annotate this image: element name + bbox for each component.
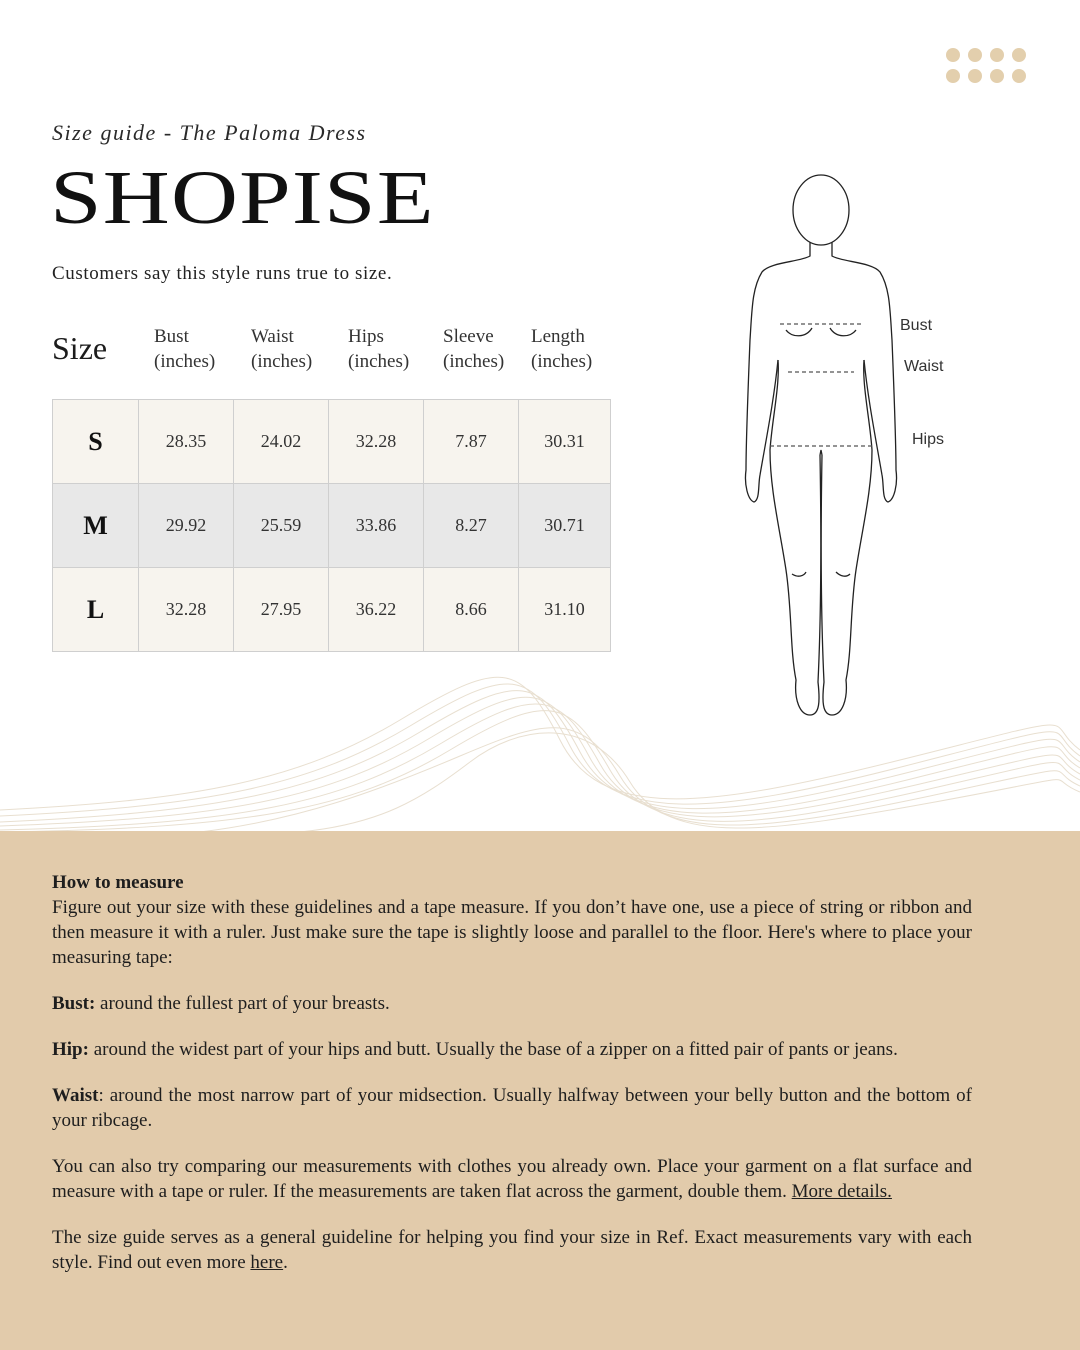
table-cell: 28.35	[139, 400, 234, 484]
table-cell: 32.28	[139, 568, 234, 652]
guide-hip: Hip: around the widest part of your hips and butt. Usually the base of a zipper on a fitted pair of pants or jeans.	[52, 1039, 898, 1060]
fit-note: Customers say this style runs true to size.	[52, 263, 393, 284]
table-cell: 29.92	[139, 484, 234, 568]
table-cell: 24.02	[234, 400, 329, 484]
table-row	[53, 484, 611, 568]
table-cell: 30.71	[519, 484, 611, 568]
table-cell: 7.87	[424, 400, 519, 484]
table-cell: 32.28	[329, 400, 424, 484]
size-table	[52, 399, 611, 652]
page-subtitle: Size guide - The Paloma Dress	[52, 120, 367, 145]
guide-waist: Waist: around the most narrow part of your midsection. Usually halfway between your belly button and the bottom of your ribcage.	[52, 1085, 972, 1131]
guide-heading: How to measure	[52, 872, 184, 893]
column-header-hips: Hips (inches)	[348, 326, 410, 372]
table-cell: 36.22	[329, 568, 424, 652]
here-link[interactable]: here	[250, 1252, 284, 1273]
table-cell: 31.10	[519, 568, 611, 652]
table-cell: 33.86	[329, 484, 424, 568]
table-cell: 25.59	[234, 484, 329, 568]
table-row	[53, 400, 611, 484]
size-cell: S	[53, 400, 139, 484]
size-cell: M	[53, 484, 139, 568]
guide-bust: Bust: around the fullest part of your breasts.	[52, 993, 390, 1014]
more-details-link[interactable]: More details.	[791, 1181, 892, 1202]
table-cell: 8.66	[424, 568, 519, 652]
column-header-length: Length (inches)	[531, 326, 593, 372]
table-cell: 30.31	[519, 400, 611, 484]
grid-dots-icon[interactable]	[946, 48, 1026, 84]
size-cell: L	[53, 568, 139, 652]
guide-intro: Figure out your size with these guidelines and a tape measure. If you don’t have one, use a piece of string or ribbon and then measure it with a ruler. Just make sure the tape is slightly loose and parallel to the floor. Here's where to place your measuring tape:	[52, 897, 972, 968]
figure-label-bust: Bust	[900, 317, 933, 334]
table-row	[53, 568, 611, 652]
table-cell: 27.95	[234, 568, 329, 652]
body-measurement-figure	[730, 170, 970, 734]
size-column-label: Size	[52, 330, 108, 366]
column-header-sleeve: Sleeve (inches)	[443, 326, 505, 372]
guide-general: The size guide serves as a general guideline for helping you find your size in Ref. Exact measurements vary with each style. Find out even more here.	[52, 1227, 972, 1273]
measure-guide-content	[52, 870, 972, 1296]
table-cell: 8.27	[424, 484, 519, 568]
column-header-bust: Bust (inches)	[154, 326, 216, 372]
figure-label-hips: Hips	[912, 431, 945, 448]
body-outline-icon	[730, 170, 970, 730]
brand-title: SHOPISE	[50, 156, 435, 240]
column-header-waist: Waist (inches)	[251, 326, 313, 372]
figure-label-waist: Waist	[904, 358, 944, 375]
guide-compare: You can also try comparing our measurements with clothes you already own. Place your garment on a flat surface and measure with a tape or ruler. If the measurements are taken flat across the garment, double them. More details.	[52, 1156, 972, 1202]
